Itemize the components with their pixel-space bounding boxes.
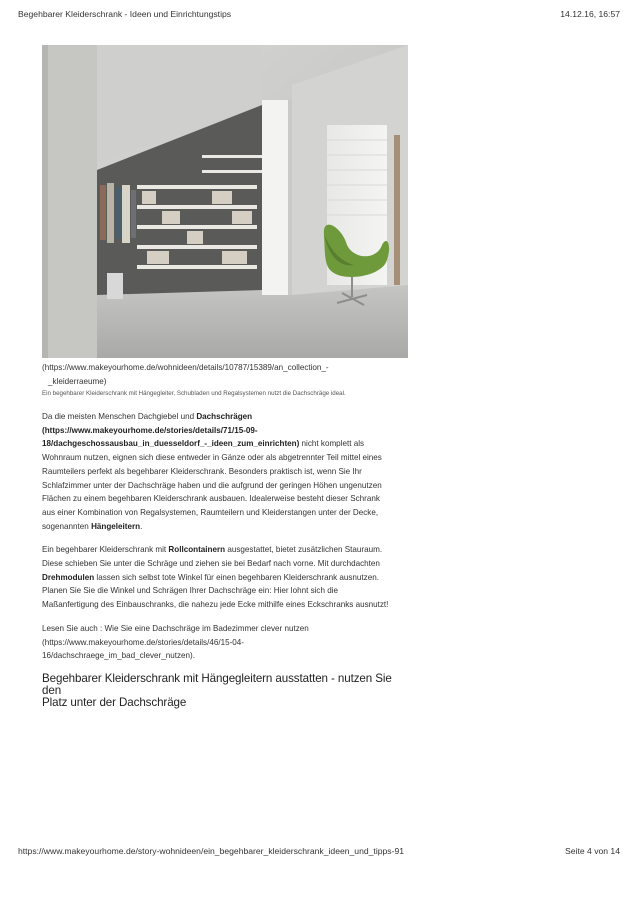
image-caption: Ein begehbarer Kleiderschrank mit Hängegleiter, Schubladen und Regalsystemen nutzt die Dachschräge ideal. <box>42 390 346 397</box>
dachschraegen-link[interactable]: Dachschrägen (https://www.makeyourhome.de/stories/details/71/15-09- 18/dachgeschossausbau_in_duesseldorf_-_ideen_zum_einrichten) <box>42 412 300 449</box>
print-header <box>18 9 620 21</box>
page-title: Begehbarer Kleiderschrank - Ideen und Einrichtungstips <box>18 9 232 19</box>
paragraph-1: Da die meisten Menschen Dachgiebel und Dachschrägen (https://www.makeyourhome.de/stories/details/71/15-09- 18/dachgeschossausbau_in_duesseldorf_-_ideen_zum_einrichten) nicht komplett als Wohnraum nutzen, eignen sich diese entweder in Gänze oder als abgetrennter Teil mittel eines Raumteilers perfekt als begehbarer Kleiderschrank. Besonders praktisch ist, wenn Sie Ihr Schlafzimmer unter der Dachschräge haben und die aufgrund der geringen Höhen ungenutzen Flächen zu einem begehbaren Kleiderschrank ausbauen. Idealerweise besteht dieser Schrank aus einer Kombination von Regalsystemen, Raumteilern und Kleiderstangen unter der Decke, sogenannten Hängeleitern. <box>42 412 382 531</box>
paragraph-3[interactable]: Lesen Sie auch : Wie Sie eine Dachschräge im Badezimmer clever nutzen (https://www.makeyourhome.de/stories/details/46/15-04- 16/dachschraege_im_bad_clever_nutzen). <box>42 623 309 661</box>
article-content <box>42 361 408 709</box>
image-source-link[interactable]: (https://www.makeyourhome.de/wohnideen/details/10787/15389/an_collection_- _kleiderraeume) <box>42 363 329 386</box>
walk-in-closet-photo <box>42 45 408 358</box>
section-heading: Begehbarer Kleiderschrank mit Hängegleitern ausstatten - nutzen Sie den Platz unter der Dachschräge <box>42 671 392 709</box>
page-number: Seite 4 von 14 <box>565 846 620 856</box>
paragraph-2: Ein begehbarer Kleiderschrank mit Rollcontainern ausgestattet, bietet zusätzlichen Stauraum. Diese schieben Sie unter die Schräge und ziehen sie bei Bedarf nach vorne. Mit durchdachten Drehmodulen lassen sich selbst tote Winkel für einen begehbaren Kleiderschrank ausnutzen. Planen Sie Sie die Winkel und Schrägen Ihrer Dachschräge ein: Hier lohnt sich die Maßanfertigung des Einbauschranks, die nahezu jede Ecke mithilfe eines Eckschranks ausnutzt! <box>42 545 389 610</box>
print-datetime: 14.12.16, 16:57 <box>560 9 620 19</box>
page-url: https://www.makeyourhome.de/story-wohnideen/ein_begehbarer_kleiderschrank_ideen_und_tipps-91 <box>18 846 405 856</box>
